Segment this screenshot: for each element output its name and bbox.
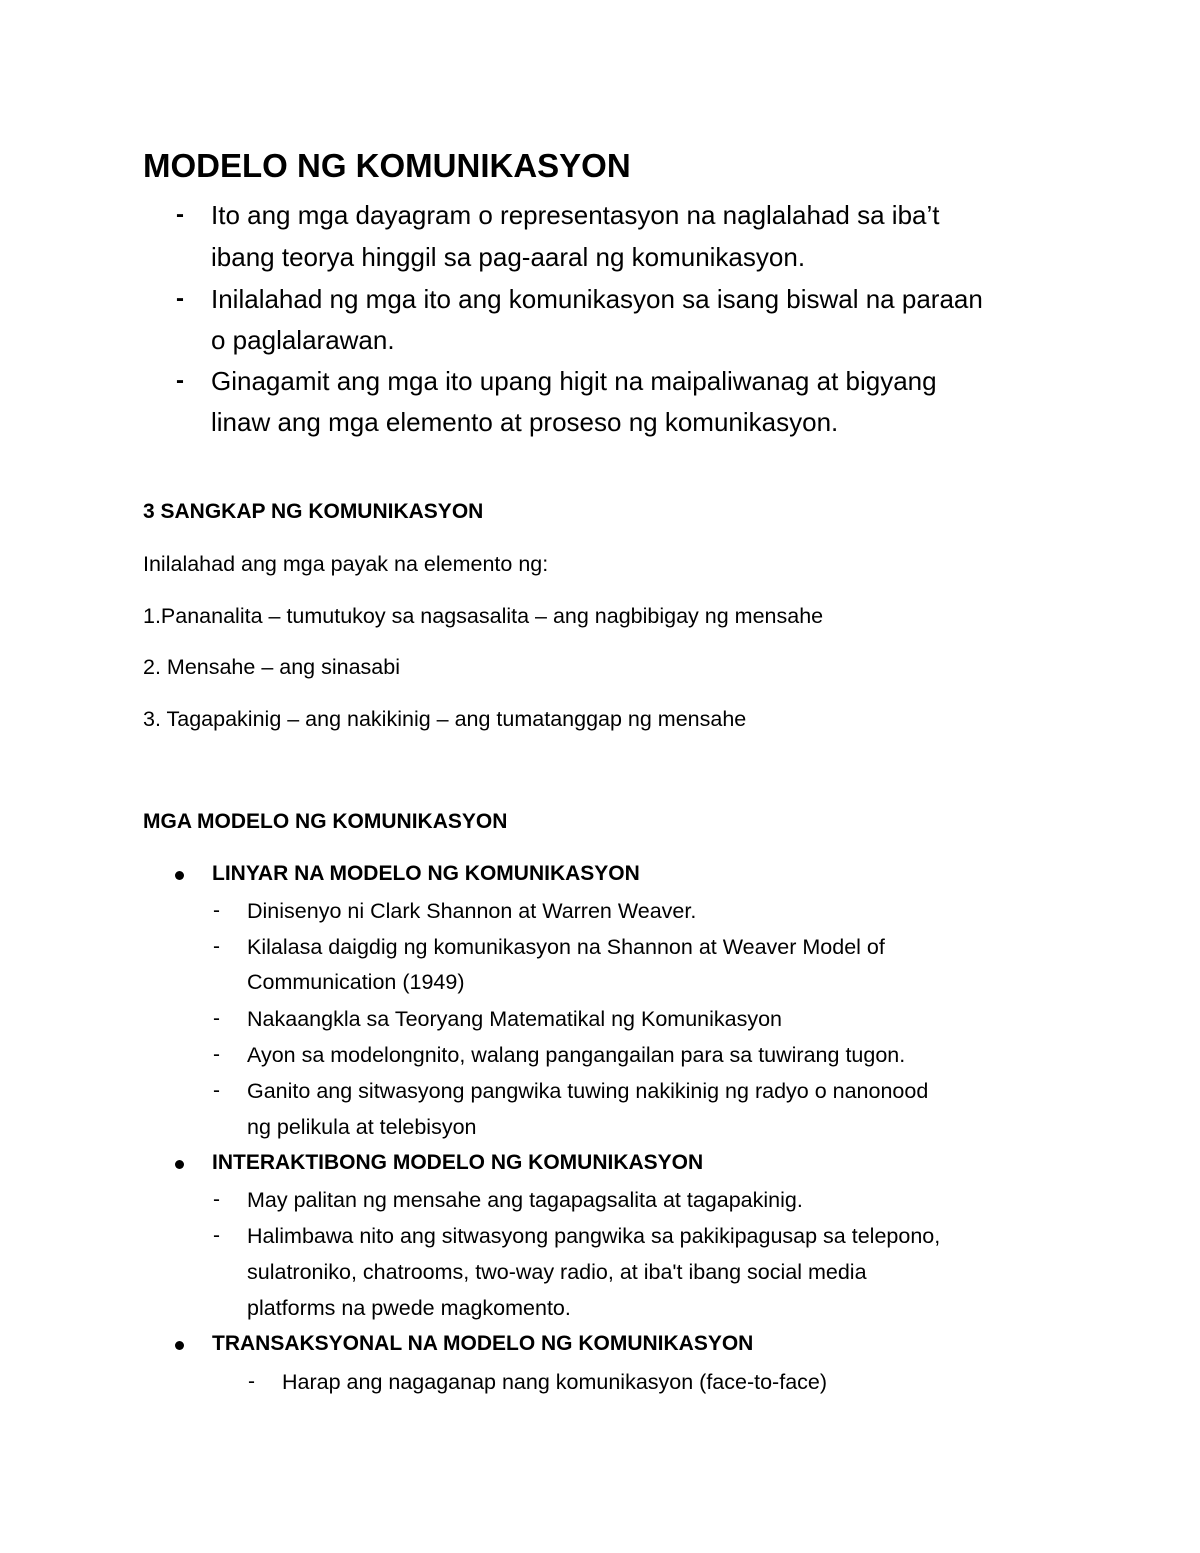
interaktibong-point-1: May palitan ng mensahe ang tagapagsalita at tagapakinig. — [247, 1188, 803, 1212]
intro-item-2-line-2: o paglalarawan. — [211, 325, 395, 355]
list-marker: - — [176, 201, 184, 228]
section-heading-sangkap: 3 SANGKAP NG KOMUNIKASYON — [143, 500, 484, 523]
list-marker: - — [213, 1079, 220, 1102]
linyar-point-2-line-2: Communication (1949) — [247, 970, 465, 994]
linyar-point-2-line-1: Kilalasa daigdig ng komunikasyon na Shannon at Weaver Model of — [247, 935, 885, 959]
intro-item-1-line-2: ibang teorya hinggil sa pag-aaral ng komunikasyon. — [211, 242, 806, 272]
linyar-point-4: Ayon sa modelongnito, walang pangangailan para sa tuwirang tugon. — [247, 1043, 906, 1067]
list-marker: - — [248, 1370, 255, 1393]
list-marker: - — [213, 1188, 220, 1211]
linyar-point-3: Nakaangkla sa Teoryang Matematikal ng Komunikasyon — [247, 1007, 783, 1031]
model-name-linyar: LINYAR NA MODELO NG KOMUNIKASYON — [212, 862, 640, 885]
section-lead: Inilalahad ang mga payak na elemento ng: — [143, 552, 549, 576]
list-marker: - — [213, 935, 220, 958]
bullet-icon — [175, 1160, 184, 1169]
interaktibong-point-2-line-3: platforms na pwede magkomento. — [247, 1296, 571, 1320]
linyar-point-1: Dinisenyo ni Clark Shannon at Warren Weaver. — [247, 899, 697, 923]
page-title: MODELO NG KOMUNIKASYON — [143, 147, 631, 184]
intro-item-3-line-1: Ginagamit ang mga ito upang higit na maipaliwanag at bigyang — [211, 366, 937, 396]
bullet-icon — [175, 1341, 184, 1350]
list-marker: - — [176, 285, 184, 312]
linyar-point-5-line-1: Ganito ang sitwasyong pangwika tuwing nakikinig ng radyo o nanonood — [247, 1079, 929, 1103]
list-marker: - — [176, 367, 184, 394]
list-marker: - — [213, 1007, 220, 1030]
list-marker: - — [213, 899, 220, 922]
intro-item-3-line-2: linaw ang mga elemento at proseso ng komunikasyon. — [211, 407, 839, 437]
section-heading-modelo: MGA MODELO NG KOMUNIKASYON — [143, 810, 508, 833]
model-name-transaksyonal: TRANSAKSYONAL NA MODELO NG KOMUNIKASYON — [212, 1332, 754, 1355]
model-name-interaktibong: INTERAKTIBONG MODELO NG KOMUNIKASYON — [212, 1151, 704, 1174]
list-marker: - — [213, 1224, 220, 1247]
sangkap-item-2: 2. Mensahe – ang sinasabi — [143, 655, 400, 679]
transaksyonal-point-1: Harap ang nagaganap nang komunikasyon (face-to-face) — [282, 1370, 828, 1394]
interaktibong-point-2-line-2: sulatroniko, chatrooms, two-way radio, at iba't ibang social media — [247, 1260, 867, 1284]
interaktibong-point-2-line-1: Halimbawa nito ang sitwasyong pangwika sa pakikipagusap sa telepono, — [247, 1224, 941, 1248]
bullet-icon — [175, 871, 184, 880]
intro-item-2-line-1: Inilalahad ng mga ito ang komunikasyon sa isang biswal na paraan — [211, 284, 983, 314]
linyar-point-5-line-2: ng pelikula at telebisyon — [247, 1115, 477, 1139]
list-marker: - — [213, 1043, 220, 1066]
intro-item-1-line-1: Ito ang mga dayagram o representasyon na naglalahad sa iba’t — [211, 200, 940, 230]
sangkap-item-3: 3. Tagapakinig – ang nakikinig – ang tumatanggap ng mensahe — [143, 707, 747, 731]
sangkap-item-1: 1.Pananalita – tumutukoy sa nagsasalita – ang nagbibigay ng mensahe — [143, 604, 824, 628]
